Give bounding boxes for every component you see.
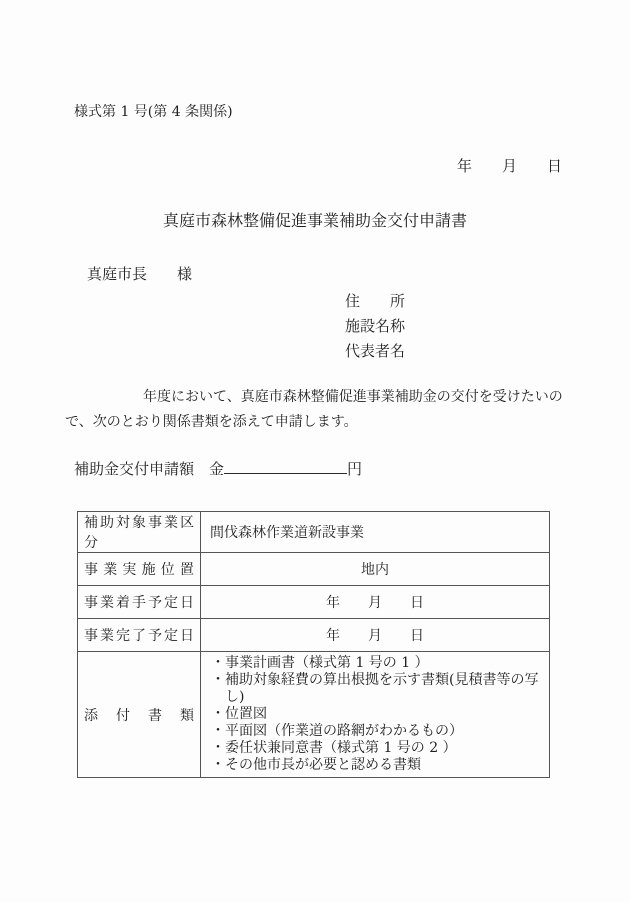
body-paragraph: 年度において、真庭市森林整備促進事業補助金の交付を受けたいので、次のとおり関係書類を添えて申請します。 <box>65 389 563 430</box>
attachment-item: ・補助対象経費の算出根拠を示す書類(見積書等の写し) <box>211 672 539 705</box>
attachment-item: ・委任状兼同意書（様式第 1 号の 2 ） <box>211 740 457 756</box>
amount-label: 補助金交付申請額 金 <box>74 460 225 478</box>
table-row <box>78 512 550 553</box>
page-title: 真庭市森林整備促進事業補助金交付申請書 <box>162 211 467 230</box>
amount-unit-label: 円 <box>347 460 363 478</box>
form-number: 様式第 1 号(第 4 条関係) <box>74 104 233 120</box>
row-value-business-category: 間伐森林作業道新設事業 <box>201 512 550 553</box>
table-row <box>78 619 550 652</box>
attachment-item: ・平面図（作業道の路網がわかるもの） <box>211 723 463 739</box>
date-placeholder: 年 月 日 <box>456 157 562 175</box>
row-label-completion-date: 事業完了予定日 <box>78 619 201 652</box>
facility-name-label: 施設名称 <box>345 317 406 335</box>
applicant-fields <box>345 289 405 364</box>
address-label: 住 所 <box>345 292 406 310</box>
table-row <box>78 553 550 586</box>
attachment-item: ・その他市長が必要と認める書類 <box>211 757 421 773</box>
table-row <box>78 586 550 619</box>
row-value-completion-date: 年 月 日 <box>201 619 550 652</box>
row-value-project-location: 地内 <box>201 553 550 586</box>
addressee-line: 真庭市長 様 <box>87 265 193 283</box>
amount-blank-field <box>224 458 347 474</box>
row-value-start-date: 年 月 日 <box>201 586 550 619</box>
row-label-start-date: 事業着手予定日 <box>78 586 201 619</box>
row-label-attachments: 添付書類 <box>78 652 201 778</box>
row-label-business-category: 補助対象事業区分 <box>78 512 201 553</box>
attachments-list <box>201 652 550 778</box>
row-label-project-location: 事業実施位置 <box>78 553 201 586</box>
representative-name-label: 代表者名 <box>345 342 406 360</box>
table-row <box>78 652 550 778</box>
attachment-item: ・事業計画書（様式第 1 号の 1 ） <box>211 655 429 671</box>
amount-line <box>74 458 362 479</box>
attachment-item: ・位置図 <box>211 706 267 722</box>
application-table <box>77 511 550 778</box>
